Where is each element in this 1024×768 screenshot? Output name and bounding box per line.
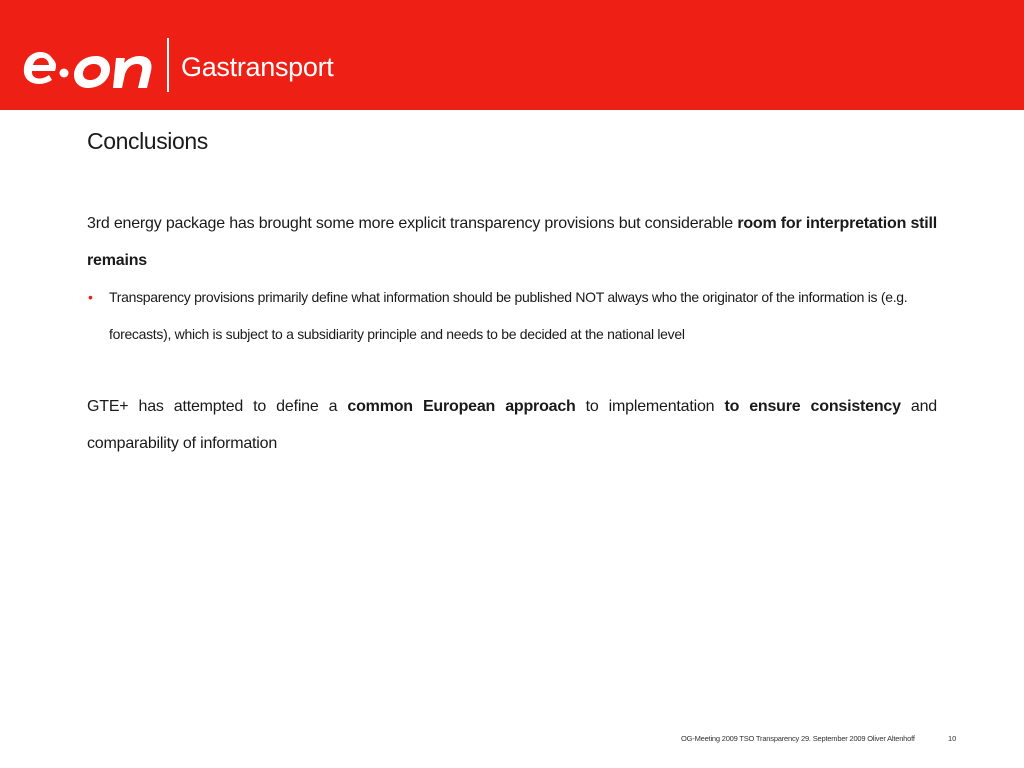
paragraph-gte-emphasis-a: common European approach xyxy=(347,398,576,415)
paragraph-gte-text-b: to implementation xyxy=(575,398,725,415)
paragraph-energy-package xyxy=(87,205,937,279)
spacer xyxy=(87,353,937,388)
bullet-dot-icon: • xyxy=(88,289,93,305)
brand-divider xyxy=(167,38,169,92)
slide-content xyxy=(87,205,937,462)
header-bar xyxy=(0,0,1024,110)
eon-logo xyxy=(22,44,157,90)
bullet-text: Transparency provisions primarily define what information should be published NOT always who the originator of the information is (e.g. forecasts), which is subject to a subsidiarity principle and needs to be decided at the national level xyxy=(109,289,908,342)
page-number: 10 xyxy=(948,734,957,743)
brand-name: Gastransport xyxy=(181,52,334,82)
paragraph-gte-emphasis-b: to ensure consistency xyxy=(724,398,901,415)
bullet-list xyxy=(87,279,937,353)
paragraph-gte xyxy=(87,388,937,462)
paragraph-energy-package-emphasis: room for interpretation still remains xyxy=(87,215,938,269)
bullet-item xyxy=(87,279,937,353)
footer-text: OG-Meeting 2009 TSO Transparency 29. September 2009 Oliver Altenhoff xyxy=(681,734,915,743)
paragraph-energy-package-text: 3rd energy package has brought some more explicit transparency provisions but considerable xyxy=(87,215,738,232)
paragraph-gte-text-c: and comparability of information xyxy=(87,398,938,452)
paragraph-gte-text-a: GTE+ has attempted to define a xyxy=(87,398,348,415)
slide-title: Conclusions xyxy=(87,128,208,154)
